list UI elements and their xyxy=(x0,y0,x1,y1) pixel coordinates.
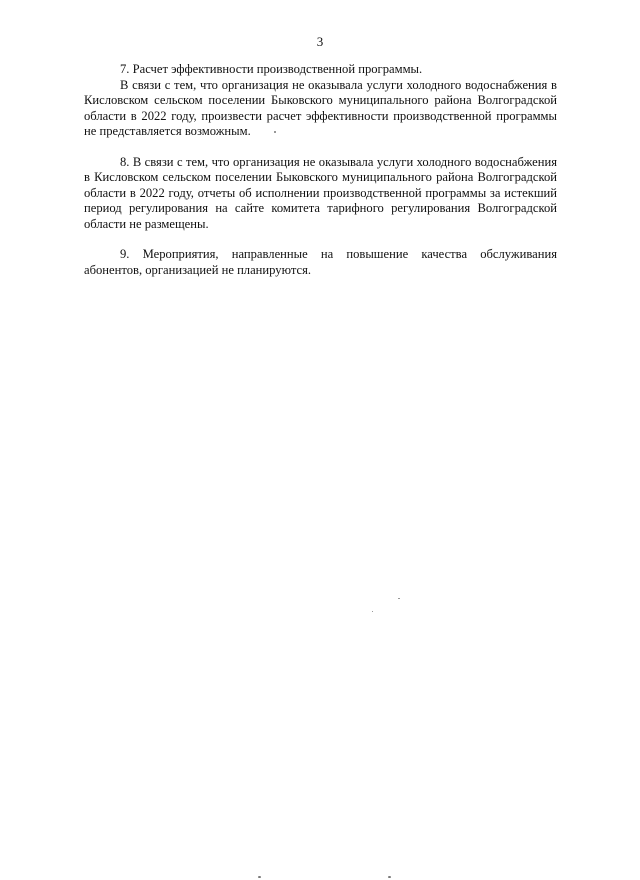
paragraph-spacer xyxy=(84,232,557,247)
document-body xyxy=(84,62,557,278)
scan-speck xyxy=(274,131,276,133)
section-7-text: В связи с тем, что организация не оказывала услуги холодного водоснабжения в Кисловском сельском поселении Быковского муниципального района Волгоградской области в 2022 году, произвести расчет эффективности производственной программы не представляется возможным. xyxy=(84,77,557,138)
scan-speck xyxy=(388,876,391,878)
page-number: 3 xyxy=(316,34,324,49)
paragraph-spacer xyxy=(84,140,557,155)
scan-speck xyxy=(372,611,373,612)
scan-speck xyxy=(398,598,400,599)
scan-speck xyxy=(258,876,261,878)
section-9-text: 9. Мероприятия, направленные на повышение качества обслуживания абонентов, организацией не планируются. xyxy=(84,247,557,277)
section-7-heading: 7. Расчет эффективности производственной программы. xyxy=(120,62,423,76)
section-8-text: 8. В связи с тем, что организация не оказывала услуги холодного водоснабжения в Кисловском сельском поселении Быковского муниципального района Волгоградской области в 2022 году, отчеты об исполнении производственной программы за истекший период регулирования на сайте комитета тарифного регулирования Волгоградской области не размещены. xyxy=(84,154,557,231)
